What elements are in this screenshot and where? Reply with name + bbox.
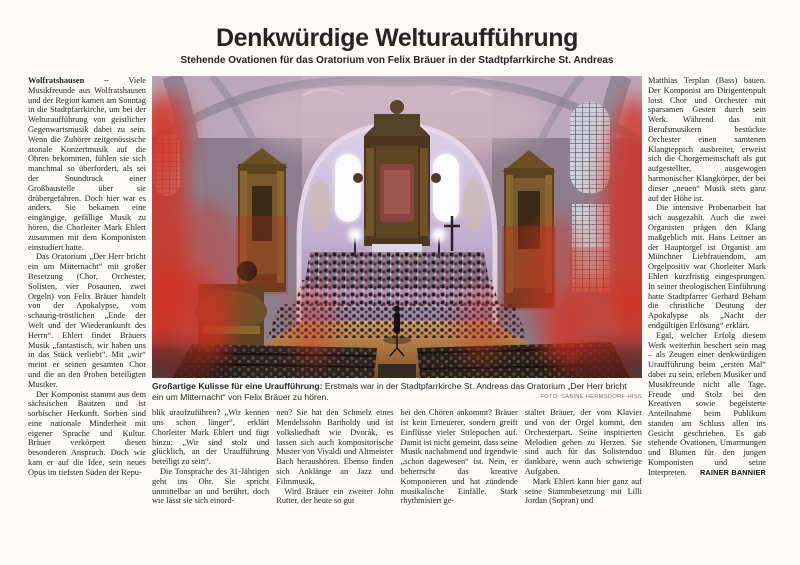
paragraph: nen? Sie hat den Schmelz eines Mendelssohn Bartholdy und ist volksliedhaft wie Dvorák, es lassen sich auch kompositorische Muster von Vivaldi und Altmeister Bach heraushören. Ebenso finden sich Anklänge an Jazz und Filmmusik. xyxy=(276,408,394,486)
text-column-3 xyxy=(276,408,393,506)
church-photo-illustration xyxy=(152,76,642,378)
paragraph: staltet Bräuer, der vom Klavier und von der Orgel kommt, den Orchesterpart. Seine inspirierten Melodien gehen zu Herzen. Sie sind auch für das Solistenduo dankbare, wenn auch schwierige Aufgaben. xyxy=(524,408,642,476)
paragraph-lead xyxy=(28,76,146,252)
paragraph: Mark Ehlert kann hier ganz auf seine Stammbesetzung mit Lilli Jordan (Sopran) und xyxy=(524,476,642,506)
church-photo xyxy=(152,76,642,402)
text-column-4 xyxy=(401,408,518,506)
text-column-2 xyxy=(152,408,269,506)
paragraph xyxy=(648,331,766,478)
article-body xyxy=(28,76,776,506)
article-header xyxy=(152,24,642,67)
paragraph: blik uraufzuführen? „Wir kennen uns schon länger“, erklärt Chorleiter Mark Ehlert und fügt hinzu: „Wir sind stolz und glücklich, an der Uraufführung beteiligt zu sein“. xyxy=(152,408,270,467)
paragraph: Die Tonsprache des 31-Jährigen geht ins Ohr. Sie spricht unmittelbar an und berührt, doch wie lässt sie sich einord- xyxy=(152,466,270,506)
paragraph: Das Oratorium „Der Herr bricht ein um Mitternacht“ mit großer Besetzung (Chor, Orchester, Solisten, vier Posaunen, zwei Orgeln) von Felix Bräuer handelt von der Apokalypse, vom schaurig-tröstlichen „Ende der Welt und der Wiederankunft des Herrn“. Ehlert findet Bräuers Musik „fantastisch, wir haben uns in das Stück verliebt“. Mit „wir“ meint er seinen gesamten Chor und die an den Proben beteiligten Musiker. xyxy=(28,252,146,389)
text-column-1 xyxy=(28,76,146,506)
dateline: Wolfratshausen – xyxy=(28,76,109,85)
caption-lead: Großartige Kulisse für eine Uraufführung: xyxy=(152,381,323,391)
paragraph: Wird Bräuer ein zweiter John Rutter, der heute so gut xyxy=(276,486,394,506)
text-column-6 xyxy=(648,76,766,506)
paragraph: Matthias Terplan (Bass) bauen. Der Komponist am Dirigentenpult lotst Chor und Orchester mit sparsamen Gesten durch sein Werk. Während das mit Berufsmusikern bestückte Orchester einen samtenen Klangteppich ausbreitet, erweist sich die Chorgemeinschaft als gut aufgestellter, ausgewogen harmonischer Klangkörper, der bei dieser „neuen“ Musik stets ganz auf der Höhe ist. xyxy=(648,76,766,203)
photo-credit: FOTO: SABINE HERMSDORF-HISS xyxy=(536,394,642,401)
middle-block xyxy=(152,76,642,506)
lower-text-columns xyxy=(152,408,642,506)
author-byline: RAINER BANNIER xyxy=(699,467,766,477)
paragraph-text: Viele Musikfreunde aus Wolfratshausen und der Region kamen am Sonntag in die Stadtpfarrkirche, um bei der Welturaufführung von geistlicher Gegenwartsmusik dabei zu sein. Wenn die Zuhörer zeitgenössische atonale Konzertmusik auf die Ohren bekommen, fühlen sie sich manchmal so überfordert, als sei der Soundtrack einer Großbaustelle über sie drübergefahren. Doch hier war es anders. Sie bekamen eine eingängige, gefällige Musik zu hören, die Chorleiter Mark Ehlert zusammen mit dem Komponisten einstudiert hatte. xyxy=(28,76,146,252)
paragraph-text: Egal, welcher Erfolg diesem Werk weiterhin beschert sein mag – als Zeugen einer denkwürdigen Uraufführung beim „ersten Mal“ dabei zu sein, erleben Musiker und Musikfreunde nicht alle Tage. Freude und Stolz bei den Kreativen sowie begeisterte Anteilnahme beim Publikum standen am Schluss allen ins Gesicht geschrieben. Es gab stehende Ovationen, Umarmungen und Blumen für den jungen Komponisten und seine Interpreten. xyxy=(648,330,766,477)
caption-text: Erstmals war in der Stadtpfarrkirche St. Andreas das Oratorium „Der Herr bricht ein um Mitternacht“ von Felix Bräuer zu hören. xyxy=(152,381,627,402)
paragraph: Der Komponist stammt aus dem sächsischen Bautzen und ist sorbischer Herkunft. Sorben sind eine nationale Minderheit mit eigener Sprache und Kultur. Bräuer verkörpert diesen besonderen Anspruch. Doch wie kam er auf die Idee, sein neues Opus im tiefsten Süden der Repu- xyxy=(28,389,146,477)
photo-caption xyxy=(152,381,642,402)
headline: Denkwürdige Welturaufführung xyxy=(216,24,578,52)
subheadline: Stehende Ovationen für das Oratorium von Felix Bräuer in der Stadtpfarrkirche St. Andreas xyxy=(180,55,614,66)
paragraph: Die intensive Probenarbeit hat sich ausgezahlt. Auch die zwei Organisten prägen den Klang maßgeblich mit. Hans Leitner an der Hauptorgel ist Organist am Münchner Liebfrauendom, am Orgelpositiv war Chorleiter Mark Ehlert kurzfristig eingesprungen. In seiner theologischen Einführung hatte Stadtpfarrer Gerhard Beham die christliche Deutung der Apokalypse als „Nacht der endgültigen Erlösung“ erklärt. xyxy=(648,203,766,330)
text-column-5 xyxy=(525,408,642,506)
paragraph: bei den Chören ankommt? Bräuer ist kein Erneuerer, sondern greift Einflüsse vieler Stilepochen auf. Damit ist nicht gemeint, dass seine Musik nachahmend und irgendwie „schon dagewesen“ ist. Nein, er beherrscht das kreative Komponieren und hat zündende musikalische Einfälle. Stark rhythmisiert ge- xyxy=(400,408,518,506)
